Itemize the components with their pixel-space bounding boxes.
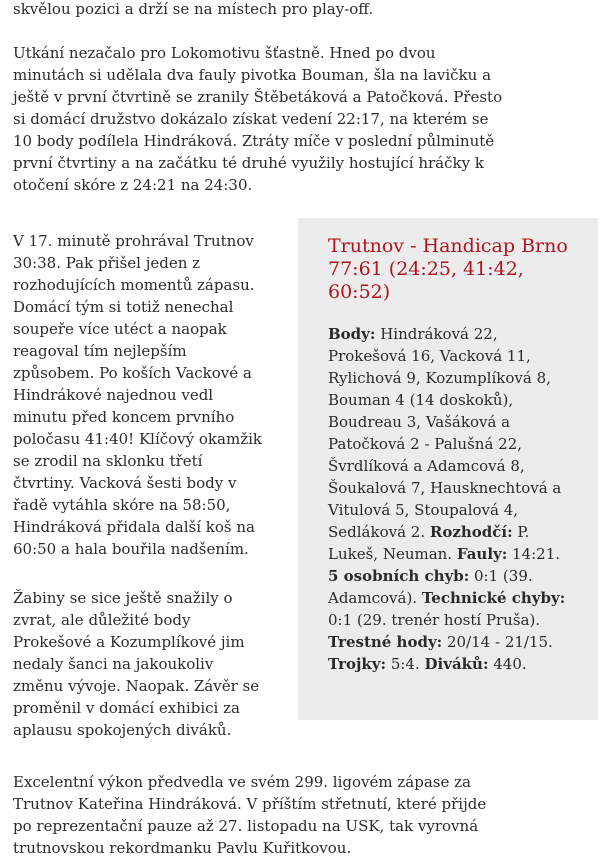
match-stats-text: [328, 323, 568, 675]
fouls-value: 14:21.: [507, 545, 561, 563]
match-stats-box: [298, 218, 598, 720]
three-pointers-value: 5:4.: [386, 655, 425, 673]
technical-fouls-label: Technické chyby:: [421, 589, 566, 607]
technical-fouls-value: 0:1 (29. trenér hostí Pruša).: [328, 611, 541, 629]
fouls-label: Fauly:: [456, 545, 508, 563]
three-pointers-label: Trojky:: [328, 655, 387, 673]
spectators-value: 440.: [488, 655, 527, 673]
five-fouls-label: 5 osobních chyb:: [328, 567, 470, 585]
spectators-label: Diváků:: [424, 655, 489, 673]
article-paragraph-first-quarter: Utkání nezačalo pro Lokomotivu šťastně. Hned po dvou minutách si udělala dva fauly pivotka Bouman, šla na lavičku a ještě v první čtvrtině se zranily Štěbetáková a Patočková. Přesto si domácí družstvo dokázalo získat vedení 22:17, na kterém se 10 body podílela Hindráková. Ztráty míče v poslední půlminutě první čtvrtiny a na začátku té druhé využily hostující hráčky k otočení skóre z 24:21 na 24:30.: [13, 44, 503, 194]
points-label: Body:: [328, 325, 376, 343]
article-paragraph-intro-tail: skvělou pozici a drží se na místech pro play-off.: [13, 0, 374, 18]
five-fouls-value: 0:1 (39. Adamcová).: [328, 567, 533, 607]
article-paragraph-finish: Žabiny se sice ještě snažily o zvrat, ale důležité body Prokešové a Kozumplíkové jim nedaly šanci na jakoukoliv změnu vývoje. Naopak. Závěr se proměnil v domácí exhibici za aplausu spokojených diváků.: [13, 589, 260, 739]
points-value: Hindráková 22, Prokešová 16, Vacková 11, Rylichová 9, Kozumplíková 8, Bouman 4 (14 doskoků), Boudreau 3, Vašáková a Patočková 2 - Palušná 22, Švrdlíková a Adamcová 8, Šoukalová 7, Hausknechtová a Vitulová 5, Stoupalová 4, Sedláková 2.: [328, 325, 562, 541]
match-result-heading: Trutnov - Handicap Brno 77:61 (24:25, 41:42, 60:52): [328, 235, 568, 303]
article-paragraph-record: Excelentní výkon předvedla ve svém 299. ligovém zápase za Trutnov Kateřina Hindráková. V příštím střetnutí, které přijde po reprezentační pauze až 27. listopadu na USK, tak vyrovná trutnovskou rekordmanku Pavlu Kuřitkovou.: [13, 773, 487, 857]
article-paragraph-halftime: V 17. minutě prohrával Trutnov 30:38. Pak přišel jeden z rozhodujících momentů zápasu. Domácí tým si totiž nenechal soupeře více utéct a naopak reagoval tím nejlepším způsobem. Po koších Vackové a Hindrákové najednou vedl minutu před koncem prvního poločasu 41:40! Klíčový okamžik se zrodil na sklonku třetí čtvrtiny. Vacková šesti body v řadě vytáhla skóre na 58:50, Hindráková přidala další koš na 60:50 a hala bouřila nadšením.: [13, 232, 262, 558]
free-throws-value: 20/14 - 21/15.: [442, 633, 553, 651]
referees-label: Rozhodčí:: [429, 523, 513, 541]
free-throws-label: Trestné hody:: [328, 633, 443, 651]
referees-value: P. Lukeš, Neuman.: [328, 523, 530, 563]
